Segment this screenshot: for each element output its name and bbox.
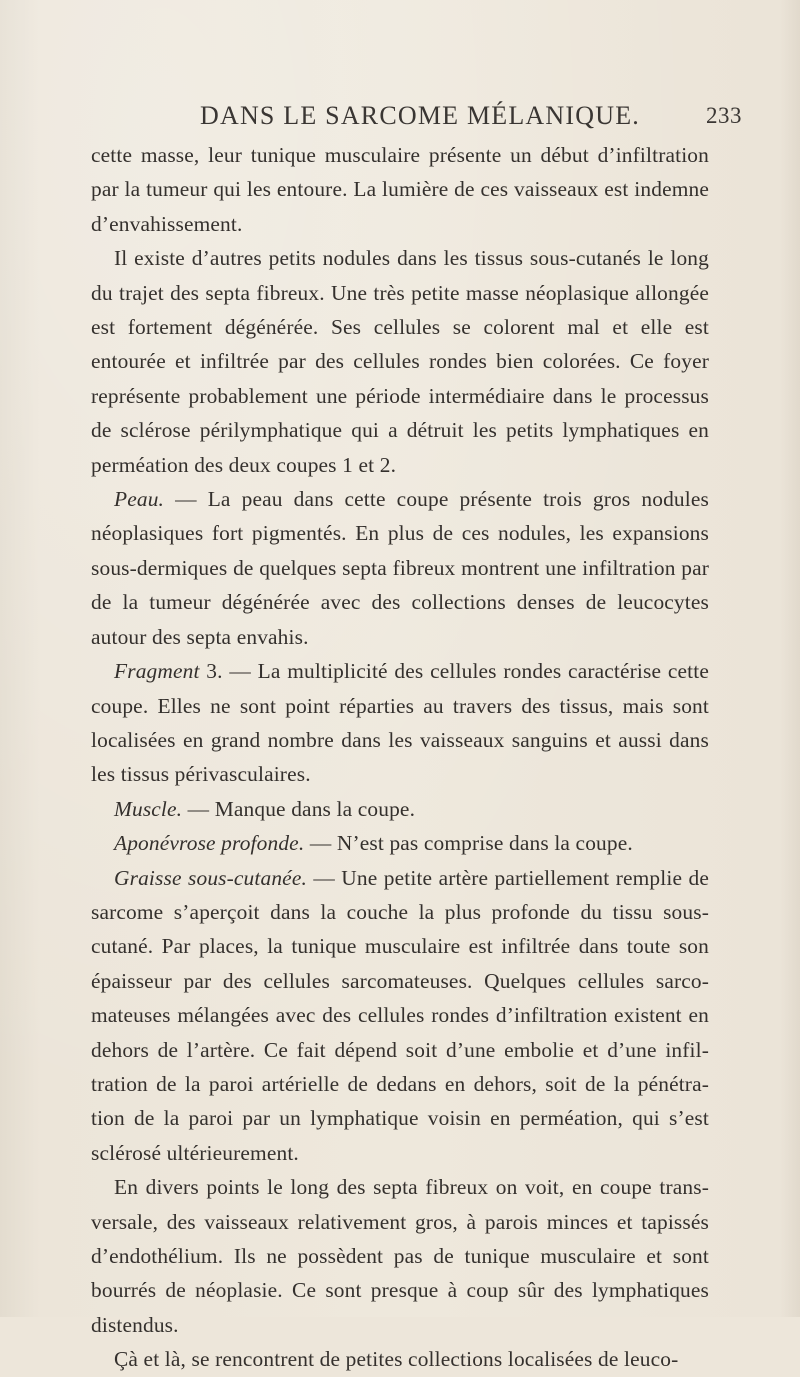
paragraph-lead: Aponévrose profonde. [114,831,305,856]
paragraph-nodules [91,241,709,482]
paragraph-lead: Peau. [114,487,165,512]
paragraph-text: Çà et là, se rencontrent de petites collections localisées de leuco- [114,1347,679,1372]
paragraph-collections [91,1342,709,1376]
paragraph-text: — Une petite artère partiellement remplie de sarcome s’aperçoit dans la couche la plus profonde du tissu sous-cutané. Par places, la tunique musculaire est infiltrée dans toute son épaisseur par des cellules sarcomateuses. Quelques cellules sarco-mateuses mélangées avec des cellules rondes d’infiltration existent en dehors de l’artère. Ce fait dépend soit d’une embolie et d’une infil-tration de la paroi artérielle de dedans en dehors, soit de la pénétra-tion de la paroi par un lymphatique voisin en perméation, qui s’est sclérosé ultérieurement. [91,865,709,1165]
paragraph-graisse [91,861,709,1171]
paragraph-text: cette masse, leur tunique musculaire présente un début d’infiltration par la tumeur qui les entoure. La lumière de ces vaisseaux est indemne d’envahissement. [91,143,709,236]
paragraph-text: Il existe d’autres petits nodules dans les tissus sous-cutanés le long du trajet des septa fibreux. Une très petite masse néoplasique allongée est fortement dégénérée. Ses cellules se colorent mal et elle est entourée et infiltrée par des cellules rondes bien colorées. Ce foyer représente probablement une période intermédiaire dans le processus de sclérose périlymphatique qui a détruit les petits lymphatiques en perméation des deux coupes 1 et 2. [91,246,709,477]
paragraph-text: — Manque dans la coupe. [182,796,416,821]
paragraph-septa [91,1170,709,1342]
running-title: DANS LE SARCOME MÉLANIQUE. [200,101,640,130]
paragraph-text: 3. — La multiplicité des cellules rondes caractérise cette coupe. Elles ne sont point réparties au travers des tissus, mais sont localisées en grand nombre dans les vaisseaux sanguins et aussi dans les tissus périvasculaires. [91,659,709,787]
paragraph-lead: Graisse sous-cutanée. [114,865,307,890]
page-number: 233 [706,103,742,128]
paragraph-text: En divers points le long des septa fibreux on voit, en coupe trans-versale, des vaisseaux relativement gros, à parois minces et tapissés d’endothélium. Ils ne possèdent pas de tunique musculaire et sont bourrés de néoplasie. Ce sont presque à coup sûr des lymphatiques distendus. [91,1175,709,1337]
paragraph-text: — La peau dans cette coupe présente trois gros nodules néoplasiques fort pigmentés. En plus de ces nodules, les expansions sous-dermiques de quelques septa fibreux montrent une infiltration par de la tumeur dégénérée avec des collections denses de leucocytes autour des septa envahis. [91,487,709,649]
paragraph-continuation [91,138,709,241]
paragraph-aponevrose [91,826,709,860]
paragraph-lead: Muscle. [114,796,183,821]
body-text [91,138,709,1377]
paragraph-peau [91,482,709,654]
paragraph-fragment-3 [91,654,709,792]
paragraph-lead: Fragment [114,659,200,684]
paragraph-muscle [91,792,709,826]
running-head [0,101,800,141]
paragraph-text: — N’est pas comprise dans la coupe. [304,831,633,856]
